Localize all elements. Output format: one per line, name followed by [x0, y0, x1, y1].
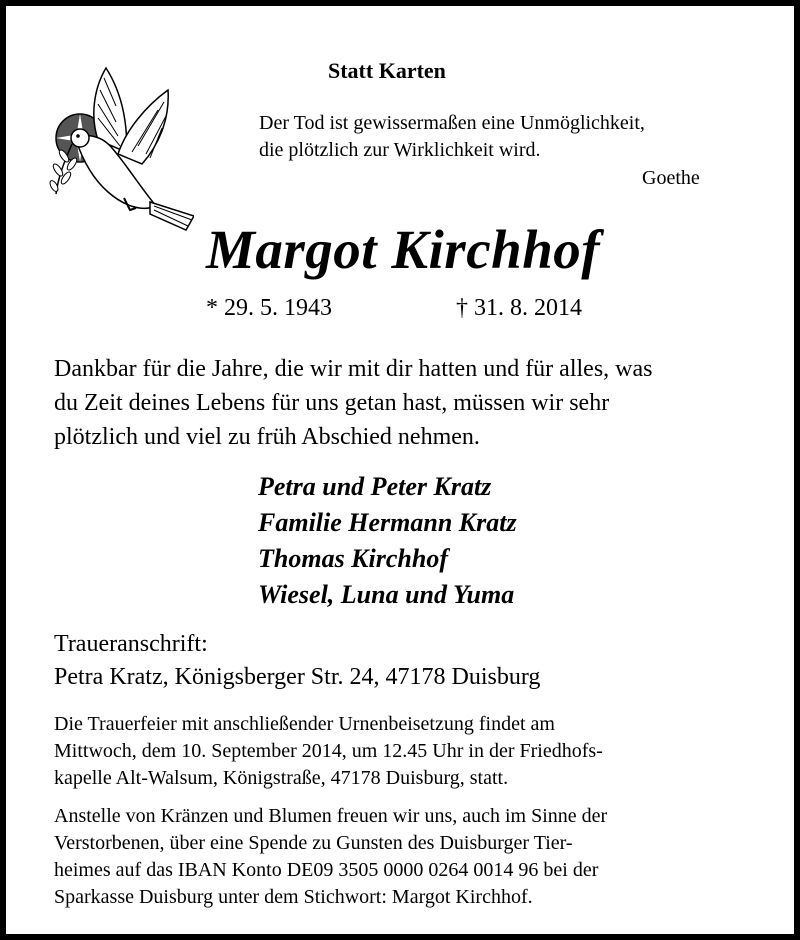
dove-head — [71, 129, 89, 147]
goethe-quote — [259, 110, 759, 164]
donation-line: Verstorbenen, über eine Spende zu Gunsten des Duisburger Tier- — [54, 832, 573, 854]
donation-line: Sparkasse Duisburg unter dem Stichwort: Margot Kirchhof. — [54, 886, 533, 908]
birth-date: * 29. 5. 1943 — [206, 295, 332, 321]
dove-eye — [76, 134, 80, 138]
dove-with-olive-branch-icon — [46, 66, 194, 234]
message-line: Dankbar für die Jahre, die wir mit dir hatten und für alles, was — [54, 356, 653, 382]
donation-request — [54, 803, 748, 911]
heading-statt-karten: Statt Karten — [328, 58, 446, 83]
dove-tail — [150, 202, 194, 230]
mourner-name: Thomas Kirchhof — [258, 544, 448, 573]
message-line: plötzlich und viel zu früh Abschied nehmen. — [54, 424, 480, 450]
quote-line: die plötzlich zur Wirklichkeit wird. — [259, 139, 541, 161]
deceased-name: Margot Kirchhof — [206, 219, 601, 280]
funeral-line: Mittwoch, dem 10. September 2014, um 12.45 Uhr in der Friedhofs- — [54, 740, 603, 762]
message-line: du Zeit deines Lebens für uns getan hast, müssen wir sehr — [54, 390, 610, 416]
quote-line: Der Tod ist gewissermaßen eine Unmöglichkeit, — [259, 112, 645, 134]
funeral-line: Die Trauerfeier mit anschließender Urnenbeisetzung findet am — [54, 713, 555, 735]
quote-author: Goethe — [642, 167, 700, 189]
mourners-list — [258, 469, 517, 613]
funeral-line: kapelle Alt-Walsum, Königstraße, 47178 Duisburg, statt. — [54, 767, 509, 789]
mourning-message — [54, 352, 764, 454]
donation-line: Anstelle von Kränzen und Blumen freuen wir uns, auch im Sinne der — [54, 805, 608, 827]
mourner-name: Petra und Peter Kratz — [258, 472, 492, 501]
address-value: Petra Kratz, Königsberger Str. 24, 47178 Duisburg — [54, 664, 541, 690]
funeral-details — [54, 711, 748, 792]
donation-line: heimes auf das IBAN Konto DE09 3505 0000 0264 0014 96 bei der — [54, 859, 599, 881]
mourner-name: Familie Hermann Kratz — [258, 508, 517, 537]
mourner-name: Wiesel, Luna und Yuma — [258, 580, 515, 609]
mourning-address — [54, 628, 540, 694]
death-date: † 31. 8. 2014 — [456, 295, 582, 321]
address-label: Traueranschrift: — [54, 631, 208, 657]
